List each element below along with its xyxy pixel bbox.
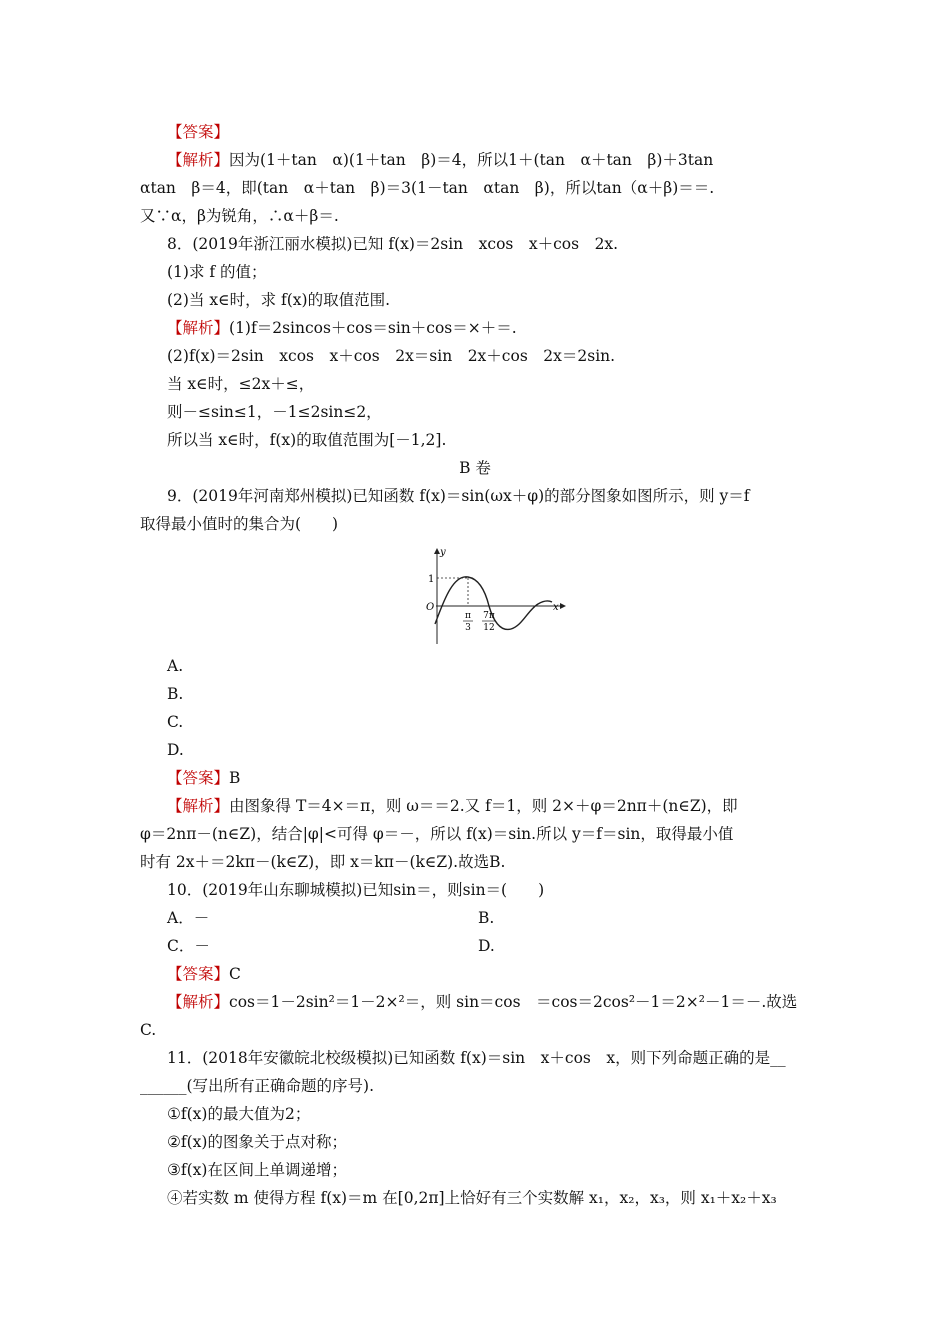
analysis-text: 因为(1＋tan α)(1＋tan β)＝4，所以1＋(tan α＋tan β)＋3tan bbox=[229, 151, 714, 169]
text-line: αtan β＝4，即(tan α＋tan β)＝3(1－tan αtan β)，所以tan（α＋β)＝＝. bbox=[140, 179, 715, 197]
analysis-tag: 【解析】 bbox=[167, 319, 230, 337]
option-c: C．－ bbox=[167, 937, 210, 955]
option-b: B. bbox=[167, 685, 184, 703]
option-b: B. bbox=[478, 909, 495, 927]
question-8-part-1: (1)求 f 的值； bbox=[167, 263, 267, 281]
text-line: 时有 2x＋＝2kπ－(k∈Z)，即 x＝kπ－(k∈Z).故选B. bbox=[140, 853, 506, 871]
analysis-tag: 【解析】 bbox=[167, 797, 230, 815]
text-line: 则－≤sin≤1，－1≤2sin≤2， bbox=[167, 403, 382, 421]
analysis-line bbox=[167, 317, 517, 339]
option-c: C. bbox=[167, 713, 184, 731]
analysis-line bbox=[167, 991, 797, 1013]
tick-pi-over-3-num: π bbox=[465, 611, 471, 621]
analysis-text: cos＝1－2sin²＝1－2×²＝，则 sin＝cos ＝cos＝2cos²－1＝2×²－1＝－.故选 bbox=[229, 993, 798, 1011]
question-11-cont: ______(写出所有正确命题的序号). bbox=[140, 1077, 375, 1095]
statement-4: ④若实数 m 使得方程 f(x)＝m 在[0,2π]上恰好有三个实数解 x₁，x₂，x₃，则 x₁＋x₂＋x₃ bbox=[167, 1189, 777, 1207]
answer-tag: 【答案】 bbox=[167, 123, 230, 141]
question-8-part-2: (2)当 x∈时，求 f(x)的取值范围. bbox=[167, 291, 391, 309]
answer-line-10 bbox=[167, 963, 241, 985]
analysis-line bbox=[167, 149, 713, 171]
statement-2: ②f(x)的图象关于点对称； bbox=[167, 1133, 347, 1151]
analysis-text: 由图象得 T＝4×＝π，则 ω＝＝2.又 f＝1，则 2×＋φ＝2nπ＋(n∈Z)，即 bbox=[229, 797, 738, 815]
text-line: (2)f(x)＝2sin xcos x＋cos 2x＝sin 2x＋cos 2x＝2sin. bbox=[167, 347, 616, 365]
answer-line-7 bbox=[167, 121, 229, 143]
tick-7pi-over-12-den: 12 bbox=[483, 623, 495, 633]
question-8: 8．(2019年浙江丽水模拟)已知 f(x)＝2sin xcos x＋cos 2x. bbox=[167, 235, 619, 253]
y-axis-label: y bbox=[440, 547, 446, 558]
question-11: 11．(2018年安徽皖北校级模拟)已知函数 f(x)＝sin x＋cos x，则下列命题正确的是__ bbox=[167, 1049, 786, 1067]
sine-graph-figure bbox=[418, 544, 568, 648]
analysis-line bbox=[167, 795, 738, 817]
tick-7pi-over-12-num: 7π bbox=[483, 611, 495, 621]
option-d: D. bbox=[167, 741, 184, 759]
option-a: A．－ bbox=[167, 909, 210, 927]
answer-line-9 bbox=[167, 767, 240, 789]
analysis-tag: 【解析】 bbox=[167, 151, 230, 169]
analysis-tag: 【解析】 bbox=[167, 993, 230, 1011]
option-d: D. bbox=[478, 937, 495, 955]
question-10: 10．(2019年山东聊城模拟)已知sin＝，则sin＝( ) bbox=[167, 881, 545, 899]
answer-value: C bbox=[229, 965, 241, 983]
text-line: C. bbox=[140, 1021, 157, 1039]
text-line: 当 x∈时，≤2x＋≤， bbox=[167, 375, 315, 393]
question-9: 9．(2019年河南郑州模拟)已知函数 f(x)＝sin(ωx＋φ)的部分图象如图所示，则 y＝f bbox=[167, 487, 750, 505]
text-line: 又∵α，β为锐角，∴α＋β＝. bbox=[140, 207, 339, 225]
origin-label: O bbox=[426, 602, 435, 613]
text-line: 所以当 x∈时，f(x)的取值范围为[－1,2]. bbox=[167, 431, 447, 449]
question-9-cont: 取得最小值时的集合为( ) bbox=[140, 515, 339, 533]
x-axis-arrow bbox=[560, 603, 566, 609]
answer-value: B bbox=[229, 769, 241, 787]
statement-1: ①f(x)的最大值为2； bbox=[167, 1105, 311, 1123]
statement-3: ③f(x)在区间上单调递增； bbox=[167, 1161, 347, 1179]
x-axis-label: x bbox=[553, 602, 559, 613]
section-heading: B 卷 bbox=[459, 459, 491, 477]
tick-pi-over-3-den: 3 bbox=[465, 623, 471, 633]
option-a: A. bbox=[167, 657, 184, 675]
sine-curve bbox=[435, 577, 552, 630]
text-line: φ＝2nπ－(n∈Z)，结合|φ|<可得 φ＝－，所以 f(x)＝sin.所以 y＝f＝sin，取得最小值 bbox=[140, 825, 734, 843]
analysis-text: (1)f＝2sincos＋cos＝sin＋cos＝×＋＝. bbox=[229, 319, 517, 337]
y-tick-one: 1 bbox=[428, 574, 435, 585]
answer-tag: 【答案】 bbox=[167, 769, 230, 787]
answer-tag: 【答案】 bbox=[167, 965, 230, 983]
